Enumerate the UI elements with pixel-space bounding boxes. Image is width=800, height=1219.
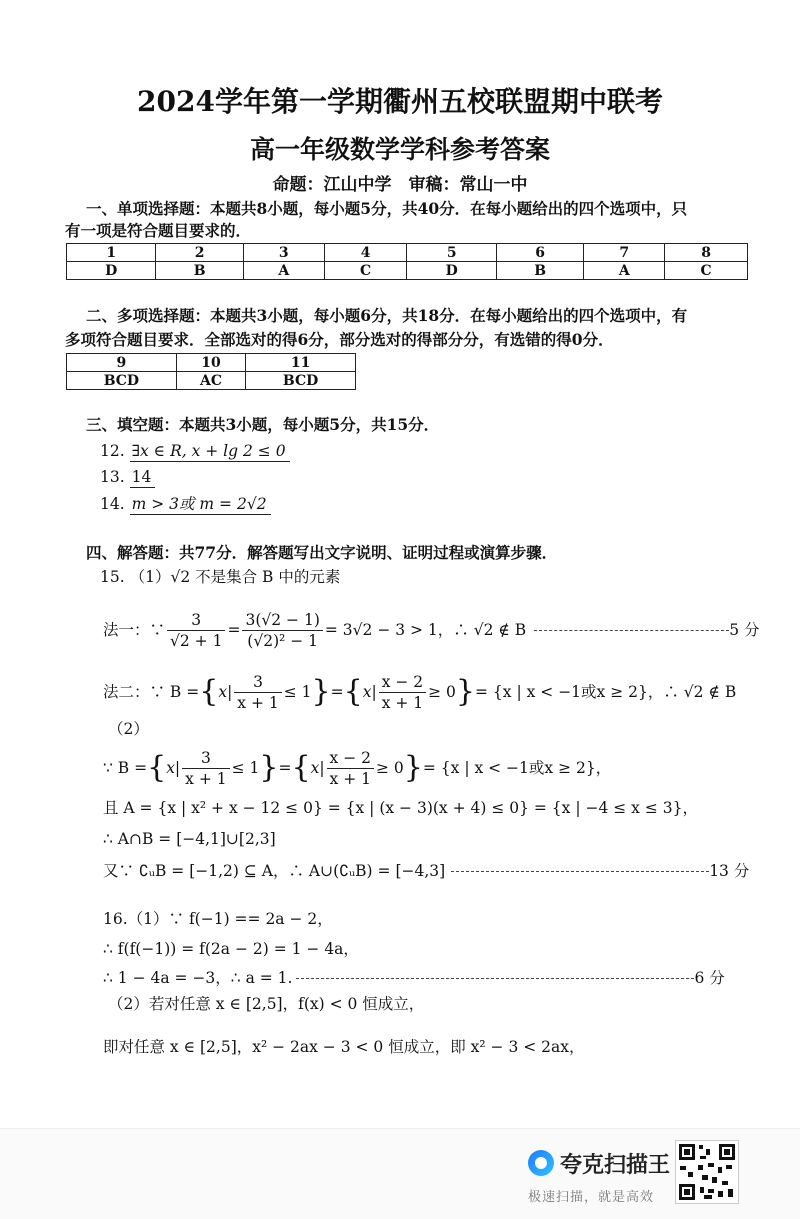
q16-line3: ∴ 1 − 4a = −3，∴ a = 1.: [103, 969, 293, 987]
answer-cell: AC: [176, 372, 245, 390]
q15-method2: [103, 664, 736, 720]
equals-sign: =: [227, 621, 241, 639]
q15-part2-line3: ∴ A∩B = [−4,1]∪[2,3]: [103, 830, 276, 848]
answer-cell: 9: [67, 354, 177, 372]
set-var-x: x|: [166, 759, 181, 777]
answer-table-number-row: [67, 354, 356, 372]
fraction-denominator: x + 1: [381, 693, 424, 712]
q15-part2-line1-prefix: ∵ B =: [103, 759, 148, 777]
set-var-x: x|: [310, 759, 325, 777]
q16-line2: ∴ f(f(−1)) = f(2a − 2) = 1 − 4a，: [103, 940, 359, 958]
fraction-numerator: 3: [167, 610, 225, 631]
answer-cell: D: [407, 262, 496, 280]
q15-part2-line1-rest: = {x | x < −1或x ≥ 2}，: [422, 759, 612, 777]
q15-part2-line4-row: [103, 860, 749, 882]
q12-number: 12.: [100, 442, 125, 460]
leq-one: ≤ 1: [283, 683, 312, 701]
answer-cell: 2: [156, 244, 243, 262]
answer-cell: 7: [584, 244, 665, 262]
section1-heading-line1: 一、单项选择题：本题共8小题，每小题5分，共40分．在每小题给出的四个选项中，只: [86, 199, 688, 218]
fraction-numerator: 3: [182, 748, 229, 769]
q12-answer: ∃x ∈ R, x + lg 2 ≤ 0: [130, 442, 290, 462]
q16-line4: （2）若对任意 x ∈ [2,5]，f(x) < 0 恒成立，: [108, 995, 425, 1013]
fraction-denominator: x + 1: [237, 693, 279, 712]
fraction-numerator: x − 2: [379, 672, 426, 693]
answer-cell: 10: [176, 354, 245, 372]
q15-method1-score: 5 分: [729, 621, 760, 639]
section1-answer-table: [66, 243, 748, 280]
answer-cell: 6: [496, 244, 583, 262]
answer-table-answer-row: [67, 372, 356, 390]
fraction-denominator: √2 + 1: [170, 631, 223, 650]
answer-cell: 11: [246, 354, 356, 372]
section4-heading: 四、解答题：共77分．解答题写出文字说明、证明过程或演算步骤．: [86, 543, 558, 562]
q15-part2-label: （2）: [108, 720, 149, 738]
q14-answer: m > 3或 m = 2√2: [130, 495, 271, 515]
document-subtitle: 高一年级数学学科参考答案: [249, 135, 550, 164]
fraction-denominator: x + 1: [185, 769, 227, 788]
q13-line: [100, 466, 155, 488]
answer-cell: B: [156, 262, 243, 280]
left-brace: {: [147, 750, 167, 785]
q15-method1: [103, 600, 759, 660]
q14-number: 14.: [100, 495, 125, 513]
answer-cell: A: [584, 262, 665, 280]
right-brace: }: [259, 750, 279, 785]
q16-score: 6 分: [694, 969, 725, 987]
q15-part2-line2: 且 A = {x | x² + x − 12 ≤ 0} = {x | (x − 3)(x + 4) ≤ 0} = {x | −4 ≤ x ≤ 3}，: [103, 799, 698, 817]
answer-cell: 3: [243, 244, 324, 262]
document-title: 2024学年第一学期衢州五校联盟期中联考: [137, 85, 663, 118]
q16-line1: 16.（1）∵ f(−1) == 2a − 2，: [103, 910, 333, 928]
fraction-numerator: 3(√2 − 1): [242, 610, 322, 631]
scanner-slogan: 极速扫描，就是高效: [528, 1190, 655, 1205]
answer-cell: A: [243, 262, 324, 280]
q15-part1: 15. （1）√2 不是集合 B 中的元素: [100, 568, 341, 586]
answer-cell: B: [496, 262, 583, 280]
right-brace: }: [311, 674, 331, 709]
q12-line: [100, 440, 290, 462]
q15-method1-fraction2: [242, 610, 322, 651]
scanner-logo-icon: [528, 1150, 554, 1176]
right-brace: }: [455, 674, 476, 709]
left-brace: {: [199, 674, 219, 709]
set-var-x: x|: [362, 683, 377, 701]
q16-line5: 即对任意 x ∈ [2,5]，x² − 2ax − 3 < 0 恒成立，即 x² − 3 < 2ax，: [103, 1038, 585, 1056]
answer-cell: 4: [324, 244, 407, 262]
scanner-brand: 夸克扫描王: [560, 1153, 671, 1178]
right-brace: }: [403, 750, 423, 785]
q15-part2-fraction2: [327, 748, 374, 789]
q15-part2-line4: 又∵ ∁ᵤB = [−1,2) ⊆ A，∴ A∪(∁ᵤB) = [−4,3]: [103, 862, 446, 880]
left-brace: {: [343, 674, 363, 709]
section2-heading-line2: 多项符合题目要求．全部选对的得6分，部分选对的得部分分，有选错的得0分．: [65, 330, 614, 349]
answer-cell: C: [324, 262, 407, 280]
answer-table-number-row: [67, 244, 748, 262]
leq-one: ≤ 1: [231, 759, 260, 777]
equals-sign: =: [330, 683, 344, 701]
q15-method1-label: 法一：∵: [103, 621, 166, 639]
left-brace: {: [291, 750, 311, 785]
fraction-numerator: 3: [234, 672, 281, 693]
document-authors: 命题：江山中学 审稿：常山一中: [272, 175, 528, 195]
answer-cell: 8: [665, 244, 748, 262]
section2-answer-table: [66, 353, 356, 390]
qr-code-icon: [675, 1140, 739, 1204]
q15-method1-rest: = 3√2 − 3 > 1，∴ √2 ∉ B: [324, 621, 527, 639]
q15-part2-line1: [103, 740, 611, 796]
fraction-denominator: (√2)² − 1: [247, 631, 319, 650]
q15-part2-score: 13 分: [709, 862, 750, 880]
equals-sign: =: [278, 759, 292, 777]
answer-cell: BCD: [246, 372, 356, 390]
fraction-denominator: x + 1: [329, 769, 371, 788]
section1-heading-line2: 有一项是符合题目要求的．: [65, 221, 252, 240]
answer-table-answer-row: [67, 262, 748, 280]
q14-line: [100, 493, 271, 515]
score-dash-line: [296, 978, 694, 979]
q13-number: 13.: [100, 468, 125, 486]
q15-method2-label: 法二：∵ B =: [103, 683, 200, 701]
fraction-numerator: x − 2: [327, 748, 374, 769]
q13-answer: 14: [130, 468, 156, 488]
geq-zero: ≥ 0: [376, 759, 404, 777]
answer-cell: 1: [67, 244, 156, 262]
section3-heading: 三、填空题：本题共3小题，每小题5分，共15分．: [86, 415, 440, 434]
q15-method2-rest: = {x | x < −1或x ≥ 2}，∴ √2 ∉ B: [475, 683, 737, 701]
q15-method2-fraction2: [379, 672, 426, 713]
answer-cell: 5: [407, 244, 496, 262]
answer-cell: C: [665, 262, 748, 280]
q15-method1-fraction1: [167, 610, 225, 651]
answer-cell: D: [67, 262, 156, 280]
geq-zero: ≥ 0: [428, 683, 456, 701]
q16-line3-row: [103, 967, 725, 989]
set-var-x: x|: [218, 683, 233, 701]
score-dash-line: [534, 630, 729, 631]
q15-method2-fraction1: [234, 672, 281, 713]
answer-cell: BCD: [67, 372, 177, 390]
q15-part2-fraction1: [182, 748, 229, 789]
score-dash-line: [451, 871, 709, 872]
section2-heading-line1: 二、多项选择题：本题共3小题，每小题6分，共18分．在每小题给出的四个选项中，有: [86, 306, 688, 325]
